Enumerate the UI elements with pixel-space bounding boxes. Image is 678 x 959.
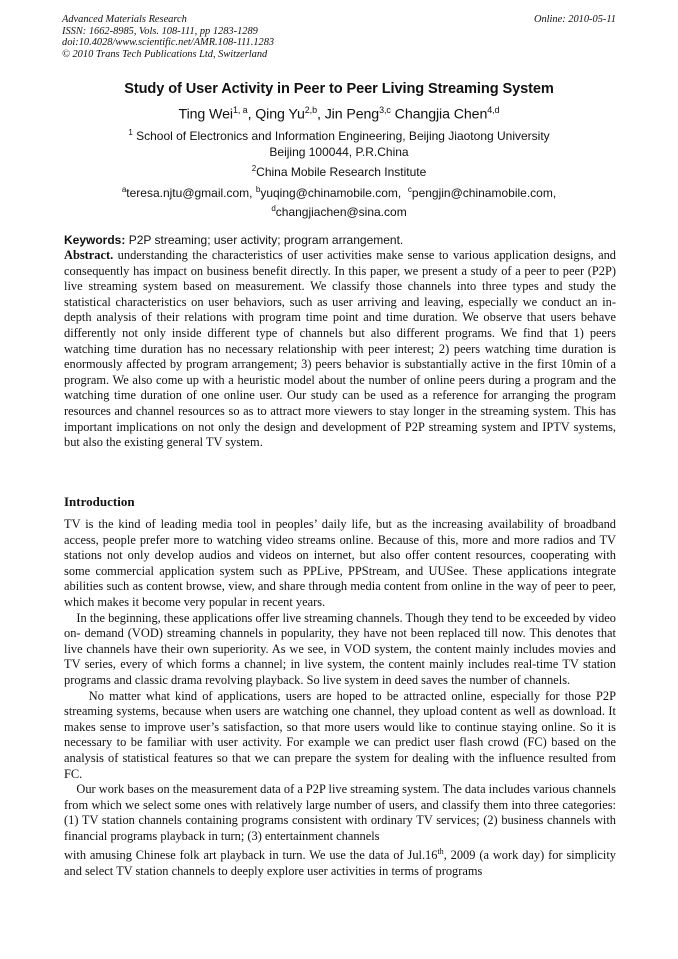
paragraph: In the beginning, these applications offer live streaming channels. Though they tend to be exceeded by video on- demand (VOD) streaming channels in popularity, they have not been replaced till now. This denotes that live channels have their own superiority. As we see, in VOD system, the content mainly includes movies and TV series, every of which forms a channel; in live system, the content mainly includes real-time TV station programs and classic drama revolving playback. So live system in deed saves the number of channels. (64, 610, 616, 687)
journal-name: Advanced Materials Research (62, 14, 187, 25)
journal-header (62, 14, 616, 60)
affiliation-2: $^2$China Mobile Research Institute (251, 164, 427, 179)
email: teresa.njtu@gmail.com, (126, 186, 253, 200)
paragraph: TV is the kind of leading media tool in peoples’ daily life, but as the increasing availability of broadband access, people prefer more to watching video streams online. Because of this, more and more radios and TV stations not only develop audios and videos on internet, but also offer content resources, cooperating with some commercial application system such as PPLive, PPStream, and UUSee. These applications integrate abilities such as content browse, view, and share through media content from online in the way of peer to peer, which makes it become very popular in recent years. (64, 517, 616, 609)
abstract (64, 248, 616, 451)
author-name: Ting Wei (178, 106, 233, 123)
author-name: Changjia Chen (394, 106, 488, 123)
keywords (64, 233, 616, 247)
email: yuqing@chinamobile.com, (260, 186, 402, 200)
affiliation-1: $^1$ School of Electronics and Information Engineering, Beijing Jiaotong University Beijing 100044, P.R.China (128, 128, 550, 159)
online-date: Online: 2010-05-11 (533, 14, 616, 25)
section-heading: Introduction (64, 494, 135, 509)
author-sup: 2,b (304, 105, 317, 115)
keywords-label: Keywords: (64, 233, 126, 247)
paragraph: No matter what kind of applications, users are hoped to be attracted online, especially for those P2P streaming systems, because when users are watching one channel, they upload content as well as download. It makes sense to improve user’s satisfaction, so that more users would like to continue staying online. So it is necessary to be familiar with user activity. For example we can predict user flash crowd (FC) based on the analysis of statistical features so that we can prepare the system for dealing with the influence resulted from FC. (64, 688, 616, 781)
author-sup: 3,c (379, 105, 391, 115)
author-emails: $^a$teresa.njtu@gmail.com, $^b$yuqing@chinamobile.com, $^c$pengjin@chinamobile.com, $^d$changjiachen@sina.com (121, 185, 557, 219)
author-sup: 1, a (232, 105, 248, 115)
keywords-text: P2P streaming; user activity; program arrangement. (128, 233, 404, 247)
copyright: © 2010 Trans Tech Publications Ltd, Switzerland (62, 48, 268, 60)
paragraph: Our work bases on the measurement data of a P2P live streaming system. The data includes various channels from which we select some ones with relatively large number of users, and classify them into three categories: (1) TV station channels containing programs consistent with ordinary TV services; (2) business channels with financial programs playback in turn; (3) entertainment channels (64, 782, 616, 843)
doi: doi:10.4028/www.scientific.net/AMR.108-111.1283 (62, 37, 275, 48)
abstract-label: Abstract. (64, 248, 114, 262)
author-name: Qing Yu (255, 106, 305, 123)
email: changjiachen@sina.com (275, 205, 407, 219)
author-list: Ting Wei$^{1, a}$, Qing Yu$^{2,b}$, Jin Peng$^{3,c}$ Changjia Chen$^{4,d}$ (178, 105, 500, 123)
abstract-text: understanding the characteristics of user activities make sense to various application designs, and consequently has impact on business benefit directly. In this paper, we present a study of a peer to peer (P2P) live streaming system based on measurement. We classify those channels into three types and study the statistical characteristics on user behaviors, such as user arriving and leaving, especially we conduct an in-depth analysis of their relations with program time point and time duration. We observe that users behave differently not only inside different type of channels but also different programs. We find that 1) peers watching time duration has no necessary relationship with peer interest; 2) peers watching time duration is enormously affected by program arrangement; 3) peers behavior is substantially active in the first 10min of a program. We also come up with a heuristic model about the number of online peers during a program and the watching time duration of one online user. Our study can be used as a reference for arranging the program resources and channel resources so as to attract more viewers to stay longer in the streaming system. This has important implications on not only the design and development of P2P streaming system and IPTV systems, but also the existing general TV system. (64, 248, 616, 450)
author-name: Jin Peng (324, 106, 380, 123)
author-sup: 4,d (487, 105, 500, 115)
paper-title: Study of User Activity in Peer to Peer Living Streaming System (124, 81, 554, 97)
paragraph: with amusing Chinese folk art playback in turn. We use the data of Jul.16th, 2009 (a work day) for simplicity and select TV station channels to deeply explore user activities in terms of programs (64, 847, 617, 879)
email: pengjin@chinamobile.com, (411, 186, 557, 200)
issn: ISSN: 1662-8985, Vols. 108-111, pp 1283-1289 (62, 25, 258, 37)
introduction-body (64, 517, 616, 880)
